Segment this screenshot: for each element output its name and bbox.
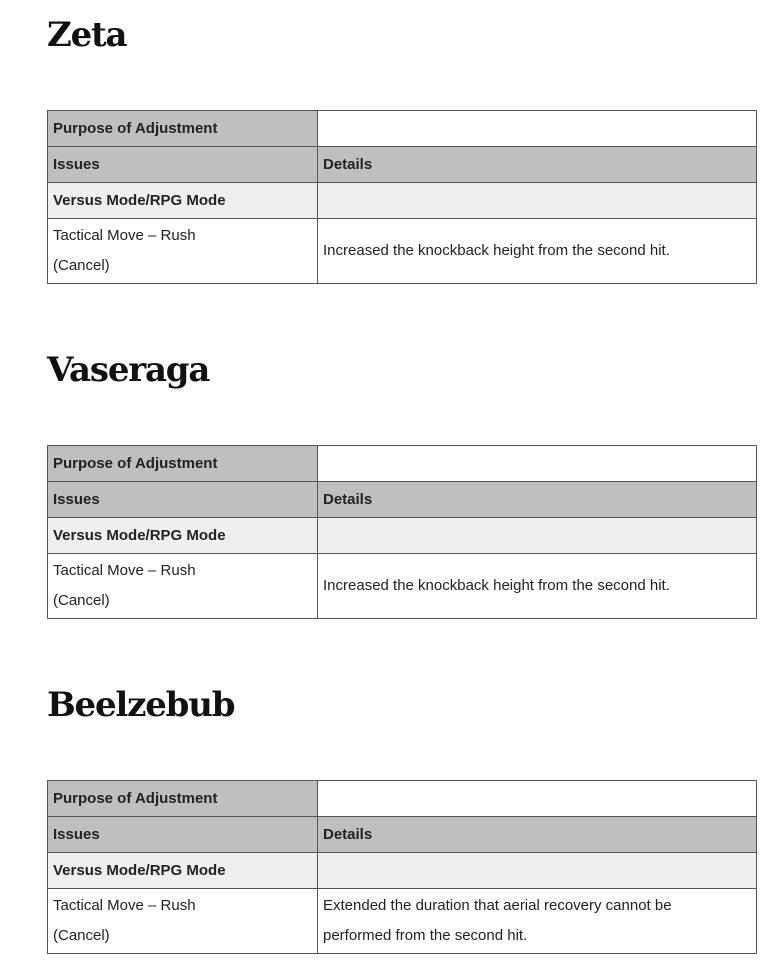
detail-cell: [318, 889, 757, 954]
table-row-header: [48, 817, 757, 853]
detail-line-1: Extended the duration that aerial recovery cannot be: [323, 897, 672, 914]
details-header: Details: [318, 482, 757, 518]
detail-cell: Increased the knockback height from the second hit.: [318, 219, 757, 284]
issue-line-2: (Cancel): [53, 592, 110, 609]
purpose-value: [318, 781, 757, 817]
table-row-header: [48, 147, 757, 183]
issue-line-2: (Cancel): [53, 927, 110, 944]
table-row-item: [48, 219, 757, 284]
purpose-label: Purpose of Adjustment: [48, 446, 318, 482]
mode-label: Versus Mode/RPG Mode: [48, 183, 318, 219]
table-row-mode: [48, 518, 757, 554]
issue-line-1: Tactical Move – Rush: [53, 897, 196, 914]
mode-value: [318, 518, 757, 554]
table-row-purpose: [48, 446, 757, 482]
issue-line-1: Tactical Move – Rush: [53, 562, 196, 579]
table-row-item: [48, 554, 757, 619]
issue-cell: [48, 219, 318, 284]
purpose-value: [318, 446, 757, 482]
table-row-mode: [48, 183, 757, 219]
table-row-item: [48, 889, 757, 954]
issues-header: Issues: [48, 147, 318, 183]
purpose-value: [318, 111, 757, 147]
adjustment-table: [47, 110, 757, 284]
issues-header: Issues: [48, 482, 318, 518]
adjustment-table: [47, 445, 757, 619]
details-header: Details: [318, 147, 757, 183]
section-heading: Vaseraga: [47, 350, 210, 390]
detail-cell: Increased the knockback height from the second hit.: [318, 554, 757, 619]
section-heading: Zeta: [47, 15, 127, 55]
mode-label: Versus Mode/RPG Mode: [48, 518, 318, 554]
issue-cell: [48, 889, 318, 954]
mode-label: Versus Mode/RPG Mode: [48, 853, 318, 889]
issues-header: Issues: [48, 817, 318, 853]
table-row-purpose: [48, 111, 757, 147]
mode-value: [318, 853, 757, 889]
table-row-purpose: [48, 781, 757, 817]
section-heading: Beelzebub: [47, 685, 235, 725]
detail-line-2: performed from the second hit.: [323, 927, 528, 944]
purpose-label: Purpose of Adjustment: [48, 781, 318, 817]
purpose-label: Purpose of Adjustment: [48, 111, 318, 147]
adjustment-table: [47, 780, 757, 954]
table-row-header: [48, 482, 757, 518]
issue-line-1: Tactical Move – Rush: [53, 227, 196, 244]
issue-cell: [48, 554, 318, 619]
details-header: Details: [318, 817, 757, 853]
table-row-mode: [48, 853, 757, 889]
mode-value: [318, 183, 757, 219]
issue-line-2: (Cancel): [53, 257, 110, 274]
